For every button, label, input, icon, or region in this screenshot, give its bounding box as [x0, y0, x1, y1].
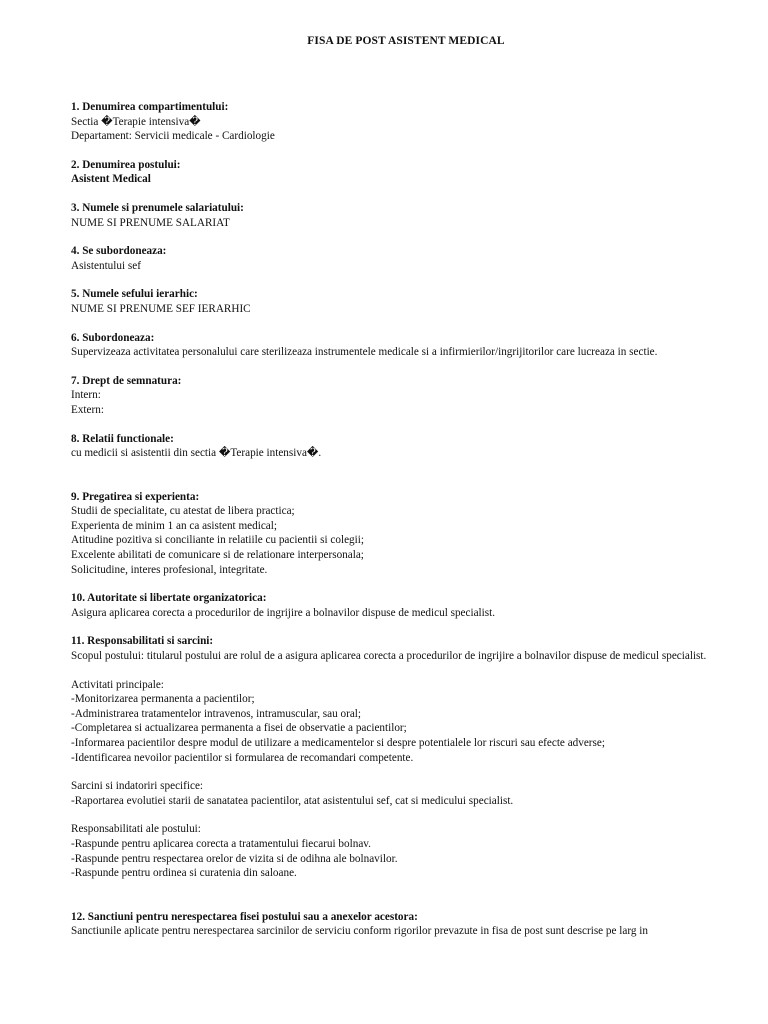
- document-page: [71, 34, 741, 939]
- section-heading: 10. Autoritate si libertate organizatorica:: [71, 592, 267, 605]
- section-line: Experienta de minim 1 an ca asistent medical;: [71, 519, 277, 532]
- section-heading: 1. Denumirea compartimentului:: [71, 101, 229, 113]
- section-heading: 6. Subordoneaza:: [71, 331, 155, 344]
- section-heading: 7. Drept de semnatura:: [71, 374, 182, 387]
- section-line: Sectia �Terapie intensiva�: [71, 115, 201, 128]
- activity-item: -Informarea pacientilor despre modul de utilizare a medicamentelor si despre potentialele lor riscuri sau efecte adverse;: [71, 737, 605, 749]
- section-line: Asistentului sef: [71, 259, 141, 272]
- section-subordinates: [71, 331, 741, 360]
- section-superior-name: [71, 287, 741, 316]
- section-compartment: [71, 100, 741, 144]
- responsibilities-title: Responsabilitati ale postului:: [71, 823, 201, 836]
- section-line: Atitudine pozitiva si conciliante in relatiile cu pacientii si colegii;: [71, 534, 364, 547]
- responsibility-item: -Raspunde pentru ordinea si curatenia din saloane.: [71, 867, 297, 880]
- section-heading: 9. Pregatirea si experienta:: [71, 490, 200, 503]
- section-line: Asistent Medical: [71, 173, 151, 186]
- activities-title: Activitati principale:: [71, 678, 164, 691]
- section-heading: 4. Se subordoneaza:: [71, 245, 167, 258]
- section-signature-right: [71, 374, 741, 418]
- section-line: Studii de specialitate, cu atestat de libera practica;: [71, 505, 295, 518]
- activity-item: -Administrarea tratamentelor intravenos, intramuscular, sau oral;: [71, 707, 362, 720]
- responsibility-item: -Raspunde pentru aplicarea corecta a tratamentului fiecarui bolnav.: [71, 837, 371, 850]
- section-heading: 2. Denumirea postului:: [71, 158, 181, 171]
- section-authority: [71, 591, 741, 620]
- post-scope-paragraph: Scopul postului: titularul postului are rolul de a asigura aplicarea corecta a procedurilor de ingrijire a bolnavilor dispuse de medicul specialist.: [71, 650, 707, 663]
- section-line: Extern:: [71, 403, 104, 416]
- tasks-title: Sarcini si indatoriri specifice:: [71, 780, 204, 793]
- section-line: Intern:: [71, 389, 101, 402]
- section-heading: 5. Numele sefului ierarhic:: [71, 288, 198, 301]
- section-line: Supervizeaza activitatea personalului care sterilizeaza instrumentele medicale si a infirmierilor/ingrijitorilor care lucreaza in sectie.: [71, 346, 658, 359]
- section-line: NUME SI PRENUME SEF IERARHIC: [71, 302, 251, 315]
- document-title: FISA DE POST ASISTENT MEDICAL: [307, 35, 505, 47]
- task-item: -Raportarea evolutiei starii de sanatatea pacientilor, atat asistentului sef, cat si medicului specialist.: [71, 794, 514, 807]
- responsibility-item: -Raspunde pentru respectarea orelor de vizita si de odihna ale bolnavilor.: [71, 852, 398, 865]
- section-sanctions: [71, 910, 741, 939]
- section-heading: 8. Relatii functionale:: [71, 432, 174, 445]
- section-line: Sanctiunile aplicate pentru nerespectarea sarcinilor de serviciu conform rigorilor prevazute in fisa de post sunt descrise pe larg in: [71, 925, 648, 938]
- section-responsibilities: [71, 634, 741, 880]
- section-heading: 12. Sanctiuni pentru nerespectarea fisei postului sau a anexelor acestora:: [71, 910, 418, 923]
- activity-item: -Identificarea nevoilor pacientilor si formularea de recomandari competente.: [71, 751, 414, 764]
- section-line: Asigura aplicarea corecta a procedurilor de ingrijire a bolnavilor dispuse de medicul specialist.: [71, 606, 496, 619]
- section-line: NUME SI PRENUME SALARIAT: [71, 216, 230, 229]
- section-functional-relations: [71, 432, 741, 461]
- activity-item: -Completarea si actualizarea permanenta a fisei de observatie a pacientilor;: [71, 722, 407, 735]
- section-line: Solicitudine, interes profesional, integritate.: [71, 563, 268, 576]
- section-line: cu medicii si asistentii din sectia �Terapie intensiva�.: [71, 447, 322, 460]
- section-line: Excelente abilitati de comunicare si de relationare interpersonala;: [71, 549, 364, 562]
- section-employee-name: [71, 201, 741, 230]
- section-post-name: [71, 158, 741, 187]
- activity-item: -Monitorizarea permanenta a pacientilor;: [71, 693, 255, 706]
- section-training-experience: [71, 490, 741, 578]
- section-subordinated-to: [71, 244, 741, 273]
- section-line: Departament: Servicii medicale - Cardiologie: [71, 130, 275, 143]
- section-heading: 3. Numele si prenumele salariatului:: [71, 201, 244, 214]
- section-heading: 11. Responsabilitati si sarcini:: [71, 635, 214, 648]
